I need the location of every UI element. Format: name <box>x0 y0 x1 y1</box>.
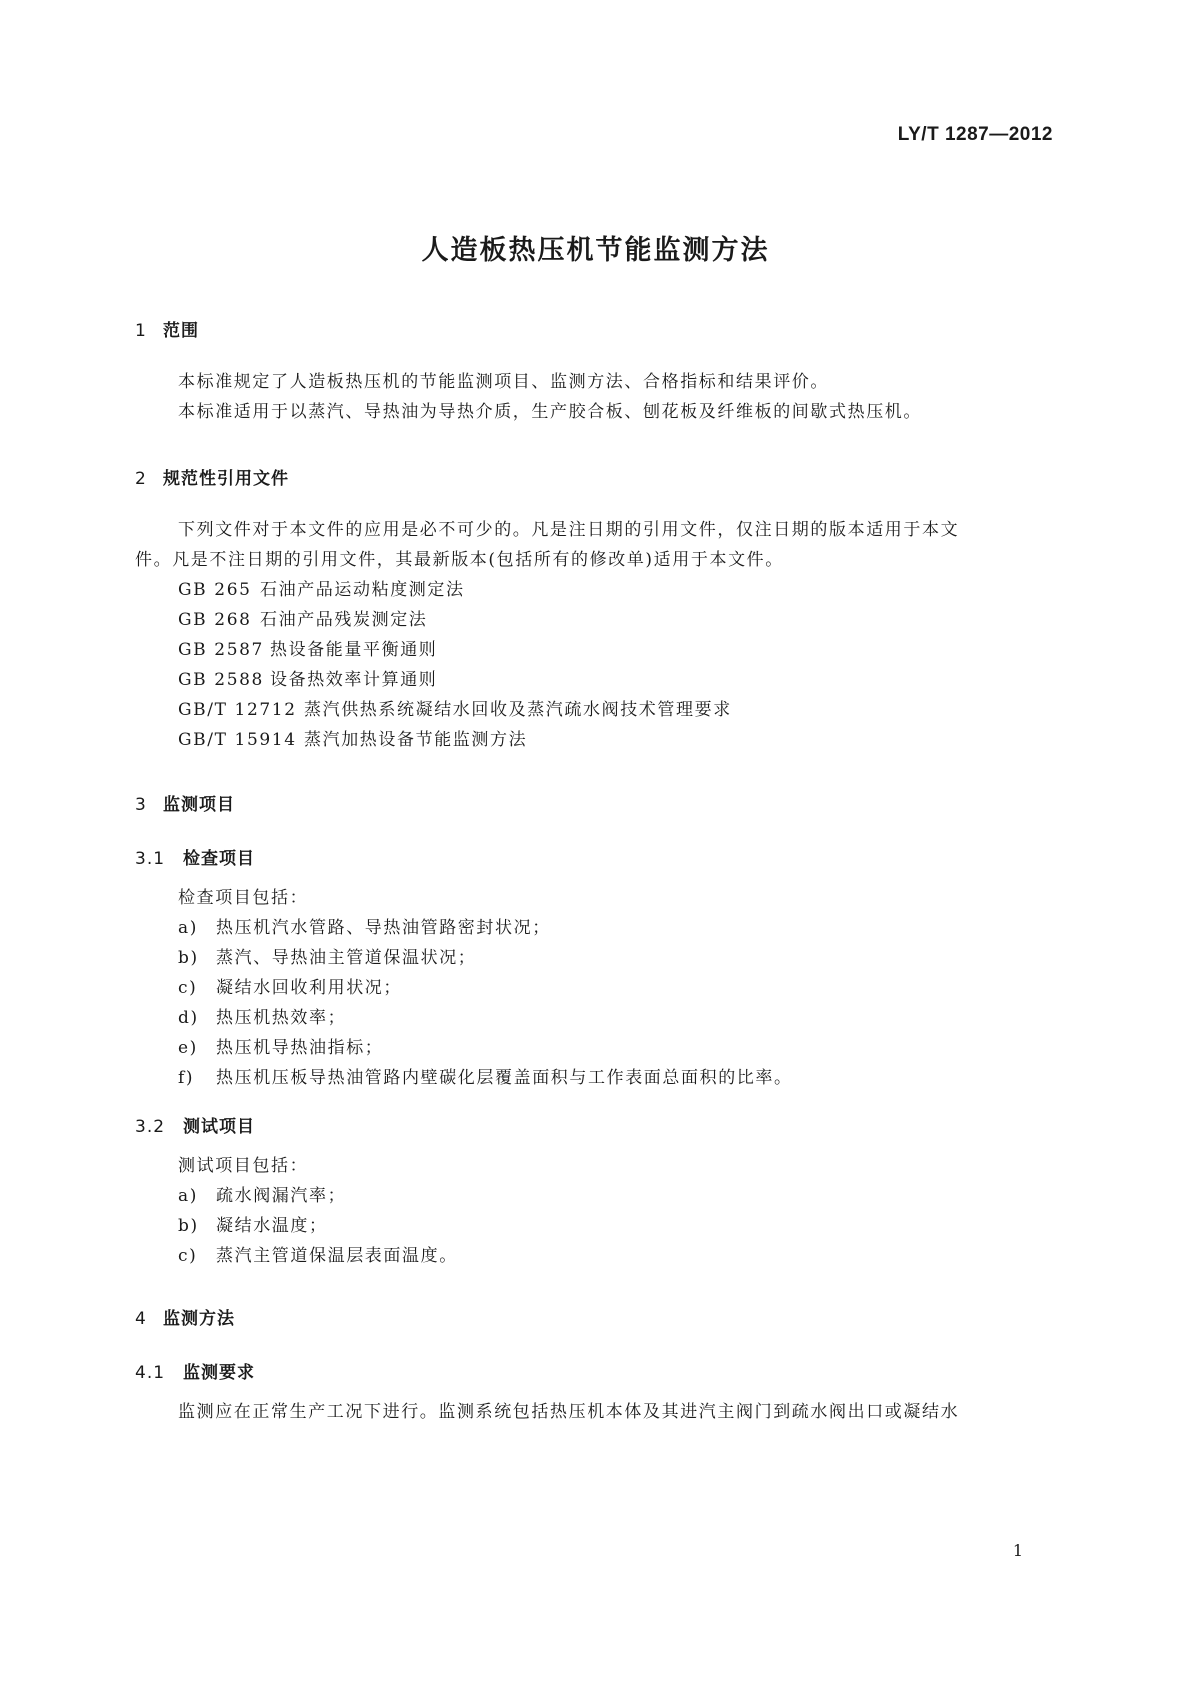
reference-item <box>178 702 732 719</box>
reference-item <box>178 672 437 689</box>
subsection-number: 3.1 <box>135 849 166 869</box>
list-item <box>178 980 402 997</box>
section-title: 范围 <box>163 321 199 341</box>
document-title: 人造板热压机节能监测方法 <box>421 235 770 266</box>
list-text: 蒸汽、导热油主管道保温状况； <box>216 948 477 968</box>
section-title: 监测项目 <box>163 795 235 815</box>
subsection-number: 4.1 <box>135 1363 166 1383</box>
section-title: 监测方法 <box>163 1309 235 1329</box>
reference-item <box>178 732 527 749</box>
list-text: 凝结水回收利用状况； <box>216 978 402 998</box>
paragraph: 本标准适用于以蒸汽、导热油为导热介质，生产胶合板、刨花板及纤维板的间歇式热压机。 <box>178 402 922 422</box>
list-text: 热压机热效率； <box>216 1008 347 1028</box>
paragraph: 件。凡是不注日期的引用文件，其最新版本(包括所有的修改单)适用于本文件。 <box>135 550 784 570</box>
list-item <box>178 1218 328 1235</box>
reference-title: 蒸汽加热设备节能监测方法 <box>304 730 528 750</box>
list-text: 热压机压板导热油管路内壁碳化层覆盖面积与工作表面总面积的比率。 <box>216 1068 793 1088</box>
list-marker: b) <box>178 1216 199 1236</box>
reference-title: 石油产品残炭测定法 <box>260 610 428 630</box>
reference-title: 热设备能量平衡通则 <box>270 640 438 660</box>
reference-item <box>178 582 465 599</box>
reference-code: GB 265 <box>178 580 252 600</box>
paragraph: 检查项目包括： <box>178 888 309 908</box>
list-marker: f) <box>178 1068 195 1088</box>
section-3-heading <box>135 790 235 815</box>
page-number: 1 <box>1012 1541 1023 1560</box>
subsection-title: 测试项目 <box>183 1117 255 1137</box>
reference-code: GB 268 <box>178 610 252 630</box>
subsection-number: 3.2 <box>135 1117 166 1137</box>
standard-number: LY/T 1287—2012 <box>897 124 1053 145</box>
section-number: 3 <box>135 795 147 815</box>
reference-title: 蒸汽供热系统凝结水回收及蒸汽疏水阀技术管理要求 <box>304 700 732 720</box>
subsection-title: 监测要求 <box>183 1363 255 1383</box>
list-item <box>178 920 551 937</box>
section-number: 1 <box>135 321 147 341</box>
subsection-4-1-heading <box>135 1358 255 1383</box>
list-item <box>178 1248 458 1265</box>
list-marker: e) <box>178 1038 198 1058</box>
section-4-heading <box>135 1304 235 1329</box>
list-marker: c) <box>178 1246 198 1266</box>
reference-title: 设备热效率计算通则 <box>270 670 438 690</box>
reference-item <box>178 612 427 629</box>
list-marker: a) <box>178 1186 198 1206</box>
list-marker: c) <box>178 978 198 998</box>
section-number: 2 <box>135 469 147 489</box>
list-item <box>178 1188 346 1205</box>
list-item <box>178 1010 346 1027</box>
list-item <box>178 1070 793 1087</box>
reference-code: GB/T 15914 <box>178 730 297 750</box>
section-title: 规范性引用文件 <box>163 469 289 489</box>
list-text: 蒸汽主管道保温层表面温度。 <box>216 1246 458 1266</box>
paragraph: 监测应在正常生产工况下进行。监测系统包括热压机本体及其进汽主阀门到疏水阀出口或凝结水 <box>178 1402 960 1422</box>
section-number: 4 <box>135 1309 147 1329</box>
list-item <box>178 1040 383 1057</box>
paragraph: 本标准规定了人造板热压机的节能监测项目、监测方法、合格指标和结果评价。 <box>178 372 829 392</box>
paragraph: 下列文件对于本文件的应用是必不可少的。凡是注日期的引用文件，仅注日期的版本适用于本文 <box>178 520 960 540</box>
list-text: 热压机导热油指标； <box>216 1038 384 1058</box>
paragraph: 测试项目包括： <box>178 1156 309 1176</box>
reference-title: 石油产品运动粘度测定法 <box>260 580 465 600</box>
reference-code: GB 2588 <box>178 670 264 690</box>
list-text: 凝结水温度； <box>216 1216 328 1236</box>
list-marker: d) <box>178 1008 199 1028</box>
section-2-heading <box>135 464 289 489</box>
reference-code: GB 2587 <box>178 640 264 660</box>
list-marker: a) <box>178 918 198 938</box>
reference-item <box>178 642 437 659</box>
list-text: 疏水阀漏汽率； <box>216 1186 347 1206</box>
list-marker: b) <box>178 948 199 968</box>
section-1-heading <box>135 316 199 341</box>
subsection-3-1-heading <box>135 844 255 869</box>
list-text: 热压机汽水管路、导热油管路密封状况； <box>216 918 551 938</box>
subsection-title: 检查项目 <box>183 849 255 869</box>
list-item <box>178 950 476 967</box>
reference-code: GB/T 12712 <box>178 700 297 720</box>
subsection-3-2-heading <box>135 1112 255 1137</box>
